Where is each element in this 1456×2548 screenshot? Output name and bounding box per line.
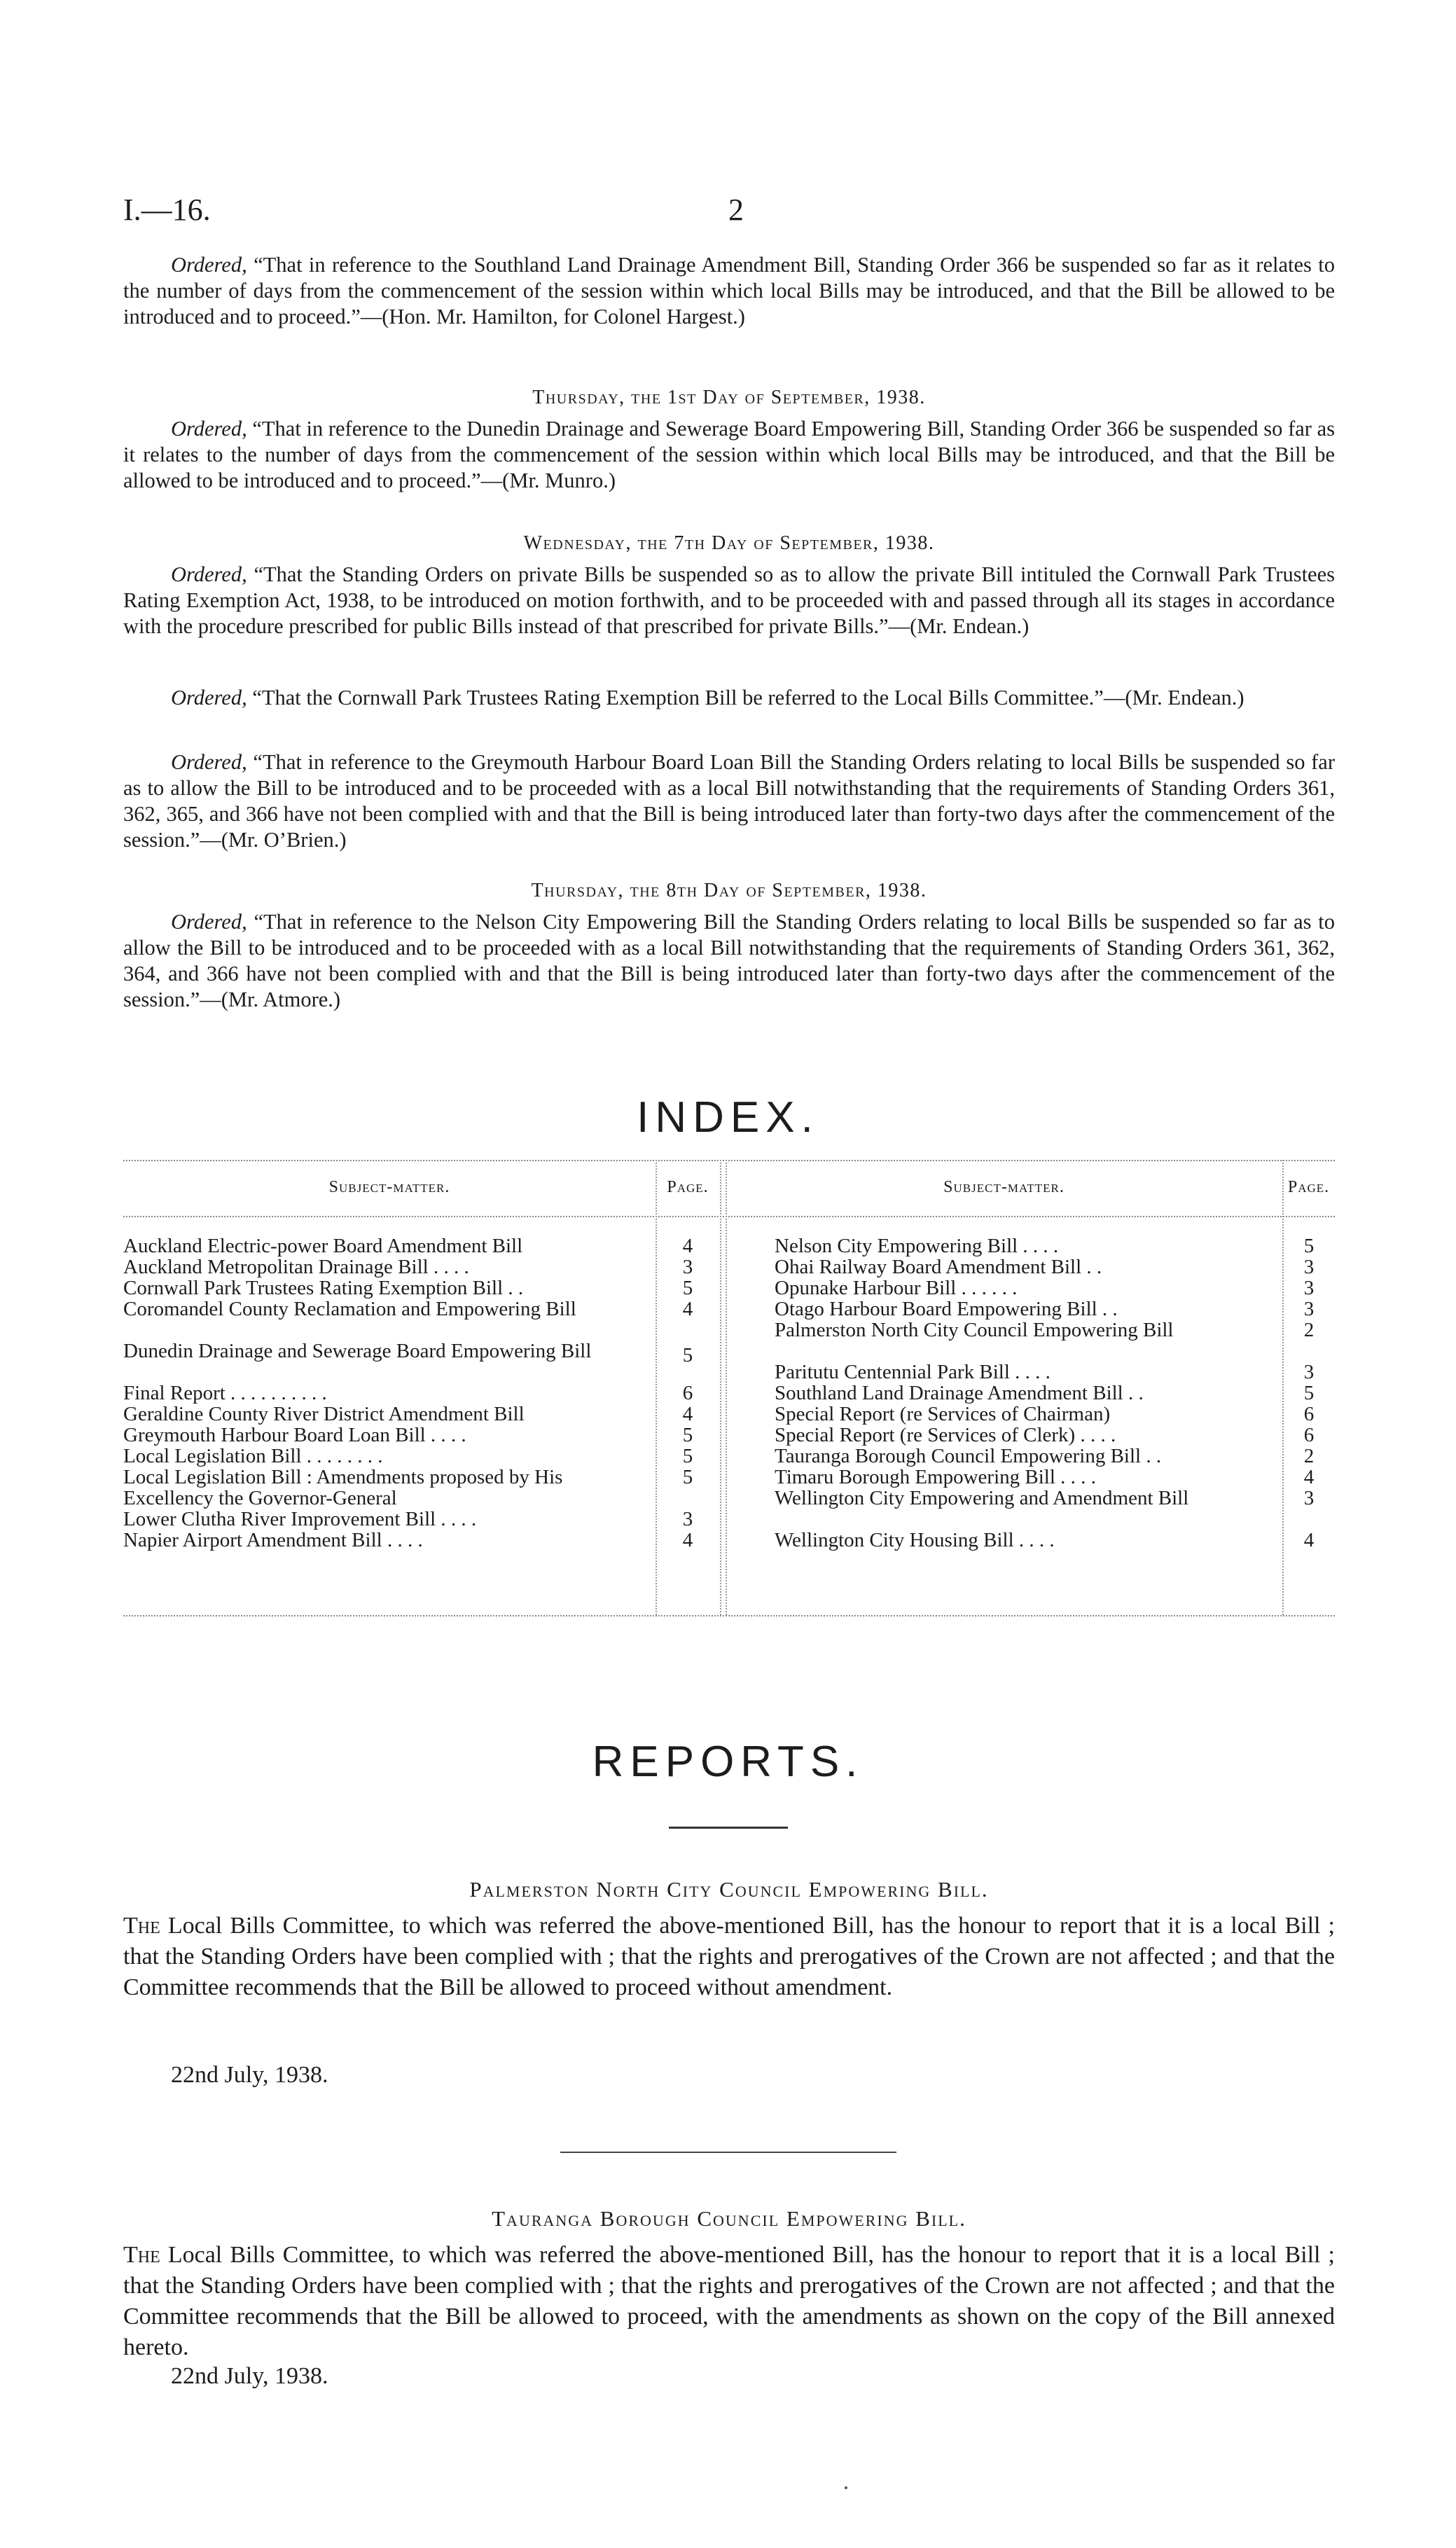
index-entry: Local Legislation Bill : Amendments proposed by His Excellency the Governor-General xyxy=(123,1466,563,1509)
order-prefix: Ordered, xyxy=(171,910,247,934)
index-entry: Southland Land Drainage Amendment Bill . . xyxy=(775,1382,1144,1404)
index-entry: Nelson City Empowering Bill . . . . xyxy=(775,1235,1059,1257)
order-text: “That the Cornwall Park Trustees Rating Exemption Bill be referred to the Local Bills Committee.”—(Mr. Endean.) xyxy=(252,686,1244,709)
order-2 xyxy=(123,562,1335,639)
index-entry: Cornwall Park Trustees Rating Exemption Bill . . xyxy=(123,1277,524,1299)
section-rule xyxy=(560,2152,896,2153)
index-page: 5 xyxy=(682,1424,693,1446)
index-divider xyxy=(720,1160,721,1615)
index-page: 6 xyxy=(682,1382,693,1404)
index-entry: Palmerston North City Council Empowering Bill xyxy=(775,1319,1174,1341)
index-col-page: Page. xyxy=(1287,1178,1330,1196)
index-page: 6 xyxy=(1303,1403,1315,1425)
index-header-rule xyxy=(123,1216,1335,1217)
report-title: Tauranga Borough Council Empowering Bill. xyxy=(492,2206,966,2231)
index-page: 5 xyxy=(682,1344,693,1366)
report-date: 22nd July, 1938. xyxy=(171,2062,328,2088)
title-rule xyxy=(669,1827,788,1829)
index-entry: Ohai Railway Board Amendment Bill . . xyxy=(775,1256,1102,1278)
report-lead: The xyxy=(123,1913,160,1939)
index-entry: Special Report (re Services of Clerk) . . . . xyxy=(775,1424,1116,1446)
order-text: “That in reference to the Nelson City Empowering Bill the Standing Orders relating to local Bills be suspended so far as to allow the Bill to be introduced and to be proceeded with as a local Bill notwithstanding that the requirements of Standing Orders 361, 362, 364, and 366 have not been complied with and that the Bill is being introduced later than forty-two days after the commencement of the session.”—(Mr. Atmore.) xyxy=(123,910,1336,1011)
report-date: 22nd July, 1938. xyxy=(171,2363,328,2389)
index-entry: Lower Clutha River Improvement Bill . . . . xyxy=(123,1508,477,1530)
index-page: 2 xyxy=(1303,1445,1315,1467)
index-title: INDEX. xyxy=(637,1093,819,1142)
report-body xyxy=(123,2240,1335,2363)
reports-title: REPORTS. xyxy=(592,1738,864,1786)
index-entry: Opunake Harbour Bill . . . . . . xyxy=(775,1277,1018,1299)
order-prefix: Ordered, xyxy=(171,417,247,441)
order-prefix: Ordered, xyxy=(171,686,247,709)
order-1 xyxy=(123,416,1335,494)
index-entry: Geraldine County River District Amendment Bill xyxy=(123,1403,525,1425)
index-page: 4 xyxy=(682,1235,693,1257)
index-entry: Paritutu Centennial Park Bill . . . . xyxy=(775,1361,1051,1383)
index-page: 3 xyxy=(1303,1487,1315,1509)
index-page: 3 xyxy=(1303,1256,1315,1278)
index-entry: Local Legislation Bill . . . . . . . . xyxy=(123,1445,383,1467)
index-entry: Special Report (re Services of Chairman) xyxy=(775,1403,1111,1425)
report-text: Local Bills Committee, to which was referred the above-mentioned Bill, has the honour to report that it is a local Bill ; that the Standing Orders have been complied with ; that the rights and prerogatives of the Crown are not affected ; and that the Committee recommends that the Bill be allowed to proceed without amendment. xyxy=(123,1913,1336,2000)
index-divider xyxy=(656,1160,657,1615)
order-prefix: Ordered, xyxy=(171,562,247,586)
order-text: “That in reference to the Dunedin Drainage and Sewerage Board Empowering Bill, Standing Order 366 be suspended so far as it relates to the number of days from the commencement of the session within which local Bills may be introduced, and that the Bill be allowed to be introduced and to proceed.”—(Mr. Munro.) xyxy=(123,417,1335,492)
index-entry: Dunedin Drainage and Sewerage Board Empowering Bill xyxy=(123,1340,592,1362)
index-entry: Timaru Borough Empowering Bill . . . . xyxy=(775,1466,1096,1488)
index-page: 3 xyxy=(1303,1361,1315,1383)
index-entry: Napier Airport Amendment Bill . . . . xyxy=(123,1529,423,1551)
order-prefix: Ordered, xyxy=(171,253,247,277)
index-entry: Otago Harbour Board Empowering Bill . . xyxy=(775,1298,1118,1320)
index-page: 3 xyxy=(682,1256,693,1278)
index-divider xyxy=(1282,1160,1284,1615)
index-entry: Greymouth Harbour Board Loan Bill . . . . xyxy=(123,1424,466,1446)
index-page: 4 xyxy=(682,1529,693,1551)
index-page: 3 xyxy=(1303,1277,1315,1299)
document-reference: I.—16. xyxy=(123,193,211,227)
order-date: Thursday, the 1st Day of September, 1938. xyxy=(532,387,926,408)
report-lead: The xyxy=(123,2242,160,2268)
page-number: 2 xyxy=(728,193,744,227)
order-date: Thursday, the 8th Day of September, 1938. xyxy=(531,880,927,901)
order-date: Wednesday, the 7th Day of September, 1938. xyxy=(523,532,935,554)
index-page: 5 xyxy=(682,1277,693,1299)
index-col-subject: Subject-matter. xyxy=(943,1178,1065,1196)
index-bottom-rule xyxy=(123,1615,1335,1616)
index-page: 4 xyxy=(1303,1466,1315,1488)
index-entry: Auckland Metropolitan Drainage Bill . . . . xyxy=(123,1256,469,1278)
index-entry: Wellington City Housing Bill . . . . xyxy=(775,1529,1055,1551)
index-page: 2 xyxy=(1303,1319,1315,1341)
report-title: Palmerston North City Council Empowering Bill. xyxy=(469,1877,989,1902)
index-page: 3 xyxy=(682,1508,693,1530)
index-page: 6 xyxy=(1303,1424,1315,1446)
index-page: 3 xyxy=(1303,1298,1315,1320)
order-5 xyxy=(123,909,1335,1013)
order-0 xyxy=(123,252,1335,330)
index-page: 5 xyxy=(1303,1382,1315,1404)
index-page: 4 xyxy=(1303,1529,1315,1551)
report-text: Local Bills Committee, to which was referred the above-mentioned Bill, has the honour to report that it is a local Bill ; that the Standing Orders have been complied with ; that the rights and prerogatives of the Crown are not affected ; and that the Committee recommends that the Bill be allowed to proceed, with the amendments as shown on the copy of the Bill annexed hereto. xyxy=(123,2242,1336,2360)
order-3 xyxy=(123,685,1335,711)
index-col-page: Page. xyxy=(667,1178,709,1196)
report-body xyxy=(123,1911,1335,2003)
index-page: 5 xyxy=(682,1445,693,1467)
index-top-rule xyxy=(123,1160,1335,1161)
index-entry: Wellington City Empowering and Amendment Bill xyxy=(775,1487,1189,1509)
order-prefix: Ordered, xyxy=(171,750,247,774)
order-text: “That the Standing Orders on private Bills be suspended so as to allow the private Bill intituled the Cornwall Park Trustees Rating Exemption Act, 1938, to be introduced on motion forthwith, and to be proceeded with and passed through all its stages in accordance with the procedure prescribed for public Bills instead of that prescribed for private Bills.”—(Mr. Endean.) xyxy=(123,562,1335,638)
index-divider xyxy=(726,1160,727,1615)
index-entry: Auckland Electric-power Board Amendment Bill xyxy=(123,1235,523,1257)
index-entry: Tauranga Borough Council Empowering Bill . . xyxy=(775,1445,1162,1467)
print-mark xyxy=(845,2486,847,2489)
index-col-subject: Subject-matter. xyxy=(328,1178,450,1196)
order-text: “That in reference to the Southland Land Drainage Amendment Bill, Standing Order 366 be suspended so far as it relates to the number of days from the commencement of the session within which local Bills may be introduced, and that the Bill be allowed to be introduced and to proceed.”—(Hon. Mr. Hamilton, for Colonel Hargest.) xyxy=(123,253,1335,328)
index-entry: Coromandel County Reclamation and Empowering Bill xyxy=(123,1298,576,1320)
index-page: 4 xyxy=(682,1298,693,1320)
index-page: 5 xyxy=(682,1466,693,1488)
index-page: 4 xyxy=(682,1403,693,1425)
order-4 xyxy=(123,749,1335,853)
index-table xyxy=(123,1160,1335,1622)
index-entry: Final Report . . . . . . . . . . xyxy=(123,1382,327,1404)
index-page: 5 xyxy=(1303,1235,1315,1257)
order-text: “That in reference to the Greymouth Harbour Board Loan Bill the Standing Orders relating to local Bills be suspended so far as to allow the Bill to be introduced and to be proceeded with as a local Bill notwithstanding that the requirements of Standing Orders 361, 362, 365, and 366 have not been complied with and that the Bill is being introduced later than forty-two days after the commencement of the session.”—(Mr. O’Brien.) xyxy=(123,750,1336,852)
